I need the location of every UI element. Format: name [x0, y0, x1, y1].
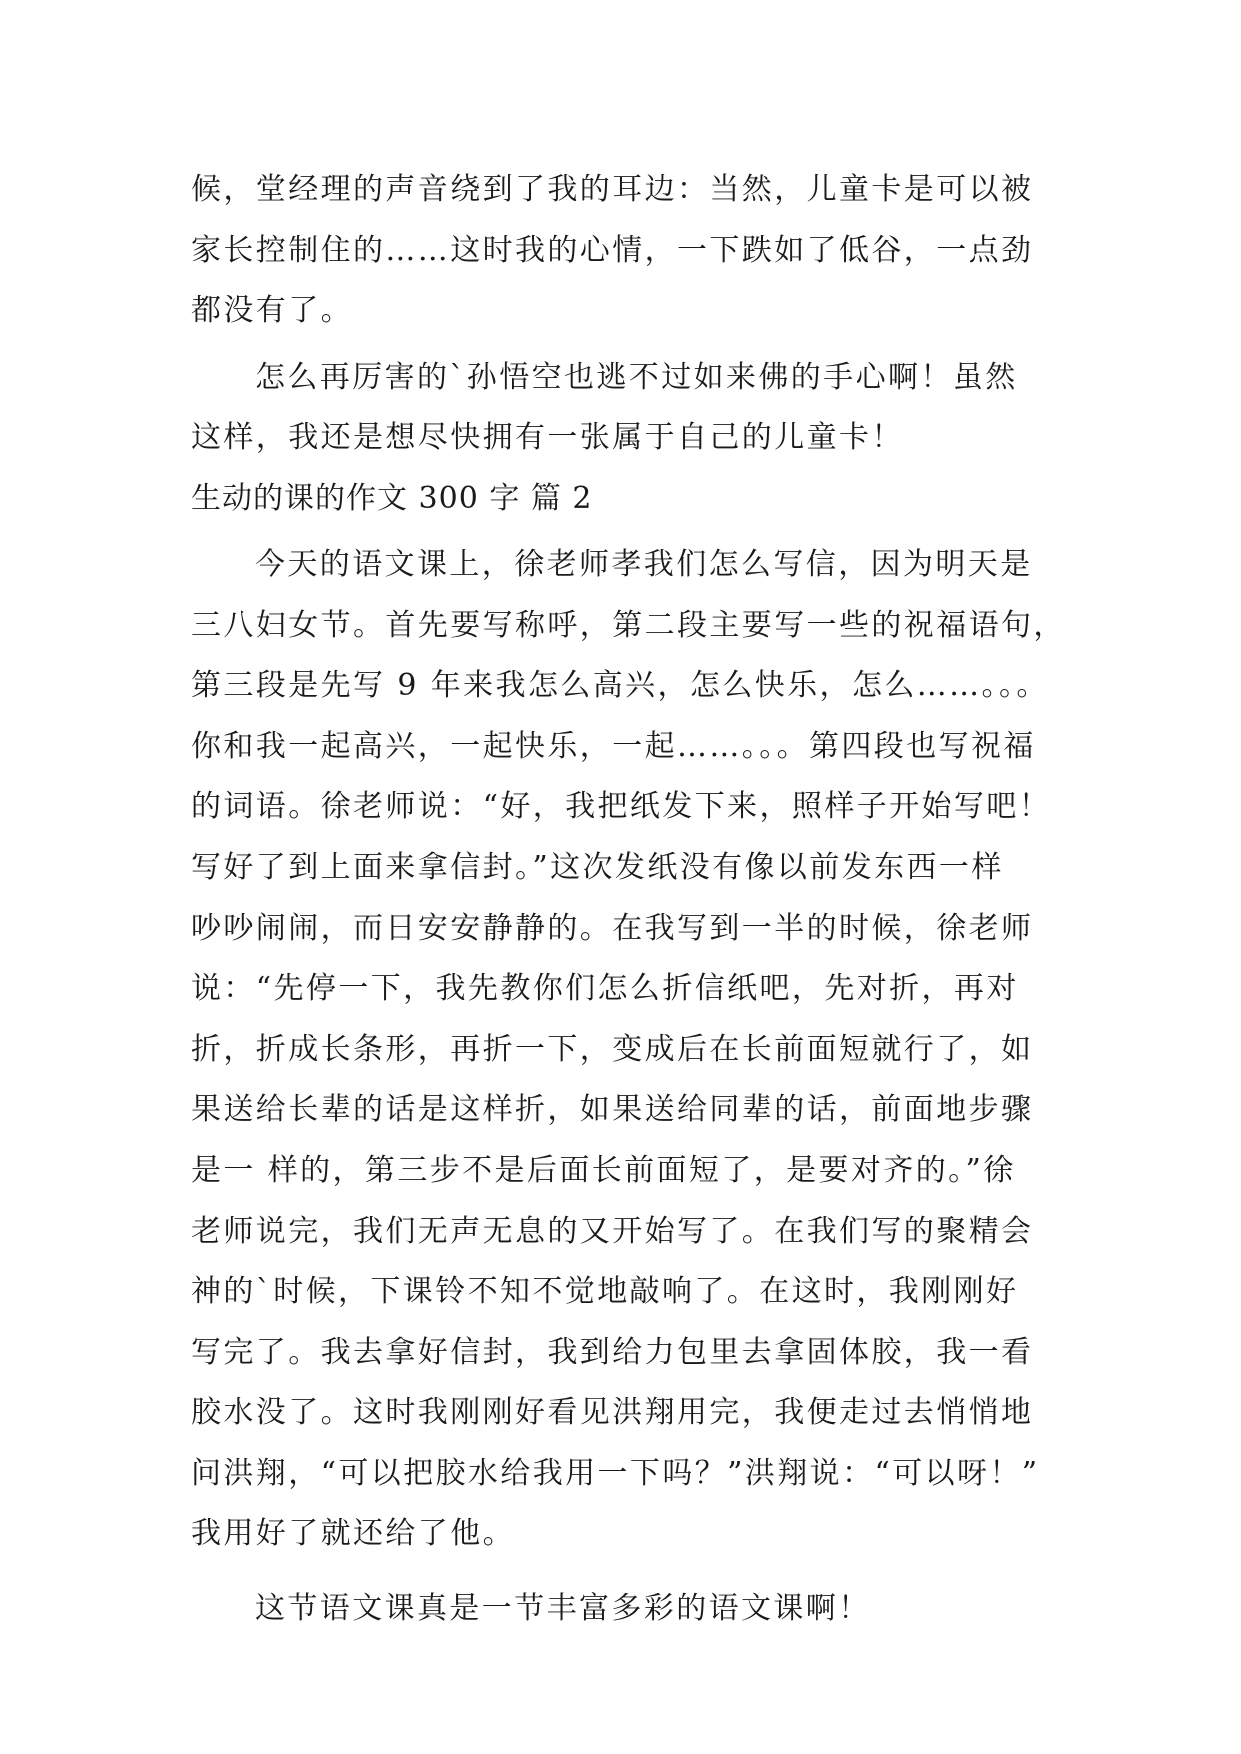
text-line: 写完了。我去拿好信封，我到给力包里去拿固体胶，我一看 — [191, 1334, 1034, 1370]
text-line: 的词语。徐老师说：“好，我把纸发下来，照样子开始写吧！ — [191, 789, 1052, 825]
text-line: 是一 样的，第三步不是后面长前面短了，是要对齐的。”徐 — [191, 1152, 1016, 1188]
text-line: 吵吵闹闹，而日安安静静的。在我写到一半的时候，徐老师 — [191, 910, 1034, 946]
text-line: 神的`时候，下课铃不知不觉地敲响了。在这时，我刚刚好 — [191, 1274, 1019, 1310]
text-line: 写好了到上面来拿信封。”这次发纸没有像以前发东西一样 — [191, 849, 1004, 885]
text-line: 胶水没了。这时我刚刚好看见洪翔用完，我便走过去悄悄地 — [191, 1395, 1034, 1431]
text-line: 都没有了。 — [191, 293, 353, 329]
text-line: 果送给长辈的话是这样折，如果送给同辈的话，前面地步骤 — [191, 1092, 1034, 1128]
document-page — [191, 160, 1066, 1640]
paragraph-2 — [191, 348, 1057, 469]
paragraph-3 — [191, 535, 1066, 1565]
text-line: 你和我一起高兴，一起快乐，一起……。。。第四段也写祝福 — [191, 728, 1036, 764]
text-line: 我用好了就还给了他。 — [191, 1516, 515, 1552]
text-line: 家长控制住的……这时我的心情，一下跌如了低谷，一点劲 — [191, 232, 1034, 268]
text-line: 今天的语文课上，徐老师孝我们怎么写信，因为明天是 — [255, 546, 1033, 582]
text-line: 这样，我还是想尽快拥有一张属于自己的儿童卡！ — [191, 420, 904, 456]
text-line: 候，堂经理的声音绕到了我的耳边：当然，儿童卡是可以被 — [191, 172, 1034, 207]
text-line: 折，折成长条形，再折一下，变成后在长前面短就行了，如 — [191, 1031, 1034, 1067]
text-line: 三八妇女节。首先要写称呼，第二段主要写一些的祝福语句， — [191, 607, 1066, 643]
paragraph-1 — [191, 160, 1057, 342]
text-line: 说：“先停一下，我先教你们怎么折信纸吧，先对折，再对 — [191, 971, 1019, 1007]
text-line: 老师说完，我们无声无息的又开始写了。在我们写的聚精会 — [191, 1213, 1034, 1249]
text-line: 第三段是先写 9 年来我怎么高兴，怎么快乐，怎么……。。。 — [191, 668, 1049, 704]
text-line: 这节语文课真是一节丰富多彩的语文课啊！ — [255, 1591, 871, 1627]
text-line: 怎么再厉害的`孙悟空也逃不过如来佛的手心啊！虽然 — [255, 359, 1018, 395]
section-heading: 生动的课的作文 300 字 篇 2 — [191, 480, 593, 516]
text-line: 问洪翔，“可以把胶水给我用一下吗？”洪翔说：“可以呀！” — [191, 1455, 1040, 1491]
paragraph-4 — [191, 1579, 1057, 1640]
